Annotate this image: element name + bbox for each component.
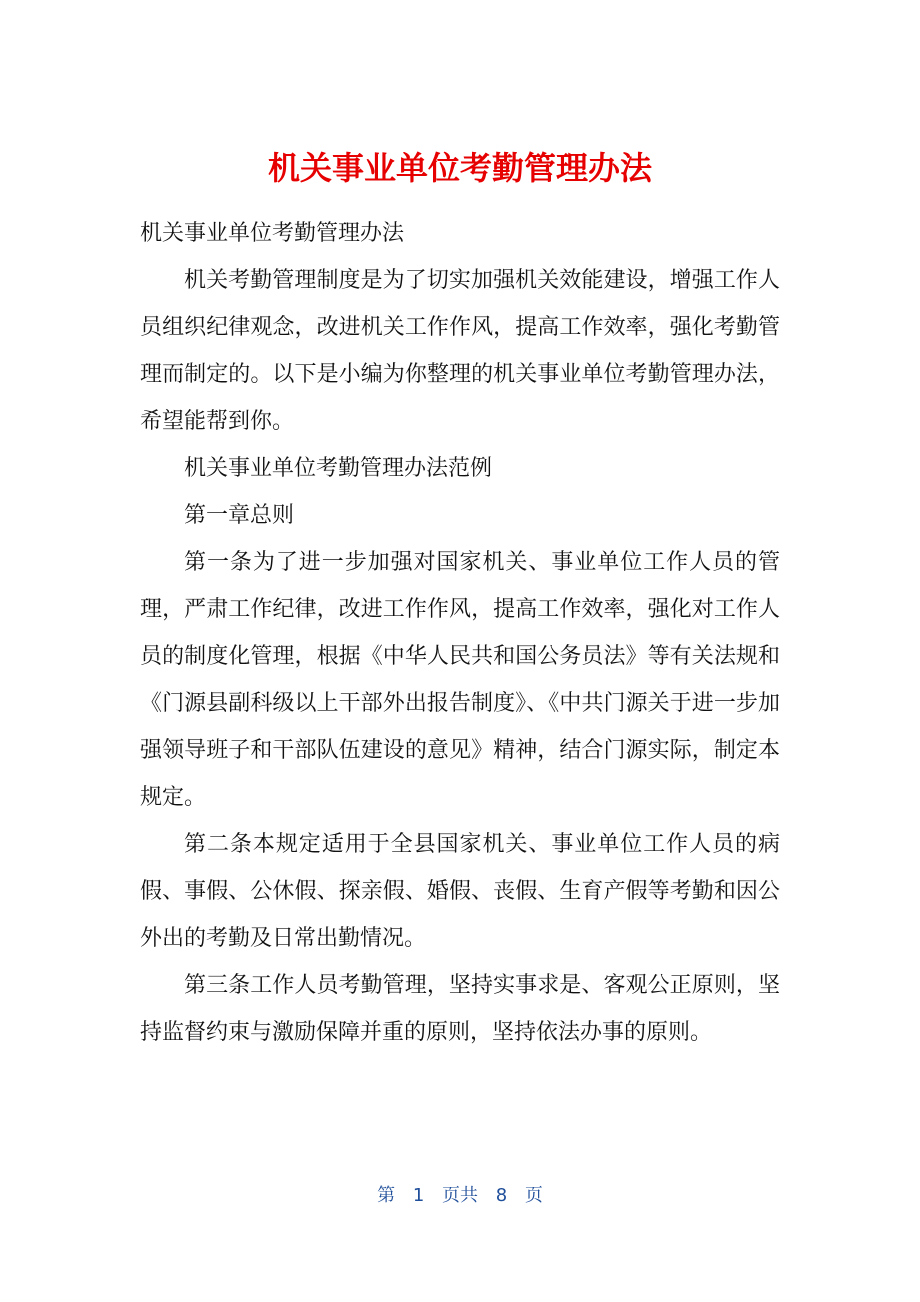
document-title: 机关事业单位考勤管理办法 [267, 149, 652, 187]
footer-page-suffix: 页 [524, 1185, 543, 1206]
section-heading: 机关事业单位考勤管理办法范例 [184, 456, 493, 481]
article-2-paragraph: 第二条本规定适用于全县国家机关、事业单位工作人员的病假、事假、公休假、探亲假、婚假、丧假、生育产假等考勤和因公外出的考勤及日常出勤情况。 [140, 832, 780, 951]
footer-page-current: 1 [412, 1185, 425, 1206]
page-footer [0, 1182, 920, 1210]
footer-page-middle: 页共 [442, 1185, 478, 1206]
footer-page-prefix: 第 [377, 1185, 396, 1206]
chapter-heading: 第一章总则 [184, 503, 295, 528]
footer-page-total: 8 [495, 1185, 508, 1206]
article-1-paragraph: 第一条为了进一步加强对国家机关、事业单位工作人员的管理，严肃工作纪律，改进工作作风，提高工作效率，强化对工作人员的制度化管理，根据《中华人民共和国公务员法》等有关法规和《门源县副科级以上干部外出报告制度》、《中共门源关于进一步加强领导班子和干部队伍建设的意见》精神，结合门源实际，制定本规定。 [140, 550, 780, 810]
article-3-paragraph: 第三条工作人员考勤管理，坚持实事求是、客观公正原则，坚持监督约束与激励保障并重的原则，坚持依法办事的原则。 [140, 973, 780, 1045]
intro-paragraph: 机关考勤管理制度是为了切实加强机关效能建设，增强工作人员组织纪律观念，改进机关工作作风，提高工作效率，强化考勤管理而制定的。以下是小编为你整理的机关事业单位考勤管理办法，希望能帮到你。 [140, 268, 780, 434]
subtitle-paragraph: 机关事业单位考勤管理办法 [140, 221, 405, 246]
document-body [140, 210, 780, 1056]
